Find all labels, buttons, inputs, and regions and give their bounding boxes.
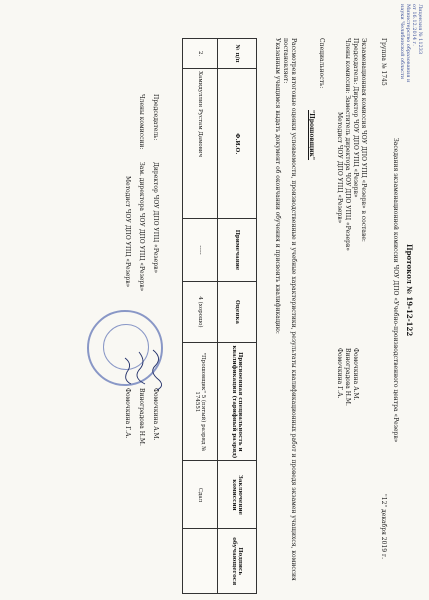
commission-members-role2: Методист ЧОУ ДПО УПЦ «Резерв» — [336, 112, 343, 224]
col-signature-header: Подпись обучающегося — [218, 529, 257, 594]
sign-chair-name: Фомочкина А.М. — [152, 388, 159, 441]
protocol-date: "12" декабря 2019 г. — [380, 494, 387, 560]
col-name-header: Ф.И.О. — [218, 69, 257, 219]
sign-members-label: Члены комиссии: — [138, 94, 145, 150]
sign-chair-role: Директор ЧОУ ДПО УПЦ «Резерв» — [152, 162, 159, 274]
col-note-header: Примечание — [218, 219, 257, 281]
protocol-subtitle: Заседания экзаменационной комиссии ЧОУ ДПО «Учебно-производственного центра «Резерв» — [392, 138, 399, 443]
cell-note: ----- — [183, 219, 218, 281]
specialty-label: Специальность: — [318, 38, 325, 89]
commission-member1-name: Виноградова Н.М. — [344, 348, 351, 406]
protocol-title: Протокол № 19-12-122 — [405, 244, 414, 337]
cell-number: 2. — [183, 39, 218, 69]
col-qualification-header: Присвоенная специальность и квалификация (тарифный разряд) — [218, 343, 257, 461]
sign-members-role1: Зам. директора ЧОУ ДПО УПЦ «Резерв» — [138, 162, 145, 292]
sign-member2-name: Фомочкина Г.А. — [124, 388, 131, 439]
col-conclusion-header: Заключение комиссии — [218, 461, 257, 529]
commission-member2-name: Фомочкина Г.А. — [336, 348, 343, 399]
specialty-value: "Прошовщик" — [308, 110, 315, 161]
cell-grade: 4 (хорошо) — [183, 281, 218, 343]
cell-qualification: "Прошовщик" 5 (пятый) разряд № 174551 — [183, 343, 218, 461]
cell-conclusion: Сдал — [183, 461, 218, 529]
license-line-1: Лицензия № 11233 — [417, 4, 423, 55]
commission-chair-role: Председатель: Директор ЧОУ ДПО УПЦ «Резерв» — [352, 38, 359, 198]
license-line-3: Министерство образования и — [405, 4, 411, 83]
col-grade-header: Оценка — [218, 281, 257, 343]
group-number: Группа № 1745 — [380, 38, 387, 86]
commission-chair-name: Фомочкина А.М. — [352, 348, 359, 401]
license-line-4: науки Челябинской области — [399, 4, 405, 80]
sign-members-role2: Методист ЧОУ ДПО УПЦ «Резерв» — [124, 176, 131, 288]
sign-chair-label: Председатель: — [152, 94, 159, 141]
body-paragraph-2: Указанным учащимся выдать документ об окончании обучения и присвоить квалификацию: — [274, 38, 281, 334]
commission-members-role: Члены комиссии: Заместитель директора ЧОУ ДПО УПЦ «Резерв» — [344, 38, 351, 251]
license-line-2: от 16.12.2014 г. — [411, 4, 417, 46]
body-paragraph-1: Рассмотрев итоговые оценки успеваемости, производственные и учебные характеристики, результаты квалификационных работ и проведя экзамен учащихся, комиссия постановляет: — [282, 38, 297, 581]
col-number-header: № п/п — [218, 39, 257, 69]
commission-intro: Экзаменационная комиссия ЧОУ ДПО УПЦ «Резерв» в составе: — [360, 38, 367, 242]
cell-name: Хамидуллин Рустам Дамович — [183, 69, 218, 219]
sign-member1-name: Виноградова Н.М. — [138, 388, 145, 446]
